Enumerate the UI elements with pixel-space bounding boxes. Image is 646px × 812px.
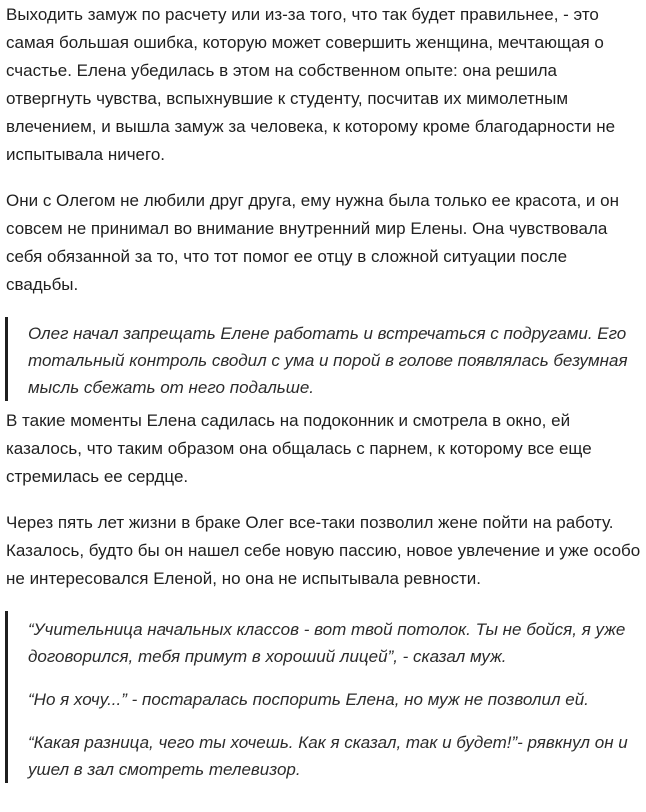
quote-text: Олег начал запрещать Елене работать и встречаться с подругами. Его тотальный контроль сводил с ума и порой в голове появлялась безумная мысль сбежать от него подальше. <box>28 324 628 397</box>
quote-text: “Учительница начальных классов - вот твой потолок. Ты не бойся, я уже договорился, тебя примут в хороший лицей”, - сказал муж. <box>28 620 626 666</box>
paragraph: Они с Олегом не любили друг друга, ему нужна была только ее красота, и он совсем не принимал во внимание внутренний мир Елены. Она чувствовала себя обязанной за то, что тот помог ее отцу в сложной ситуации после свадьбы. <box>6 191 619 294</box>
article-body <box>6 0 642 789</box>
paragraph: Через пять лет жизни в браке Олег все-таки позволил жене пойти на работу. Казалось, будто бы он нашел себе новую пассию, новое увлечение и уже особо не интересовался Еленой, но она не испытывала ревности. <box>6 513 641 588</box>
blockquote <box>5 317 642 401</box>
paragraph: В такие моменты Елена садилась на подоконник и смотрела в окно, ей казалось, что таким образом она общалась с парнем, к которому все еще стремилась ее сердце. <box>6 411 592 486</box>
quote-text: “Какая разница, чего ты хочешь. Как я сказал, так и будет!”- рявкнул он и ушел в зал смотреть телевизор. <box>28 733 628 779</box>
paragraph: Выходить замуж по расчету или из-за того, что так будет правильнее, - это самая большая ошибка, которую может совершить женщина, мечтающая о счастье. Елена убедилась в этом на собственном опыте: она решила отвергнуть чувства, вспыхнувшие к студенту, посчитав их мимолетным влечением, и вышла замуж за человека, к которому кроме благодарности не испытывала ничего. <box>6 5 616 164</box>
quote-text: “Но я хочу...” - постаралась поспорить Елена, но муж не позволил ей. <box>28 690 589 709</box>
blockquote <box>5 611 642 783</box>
